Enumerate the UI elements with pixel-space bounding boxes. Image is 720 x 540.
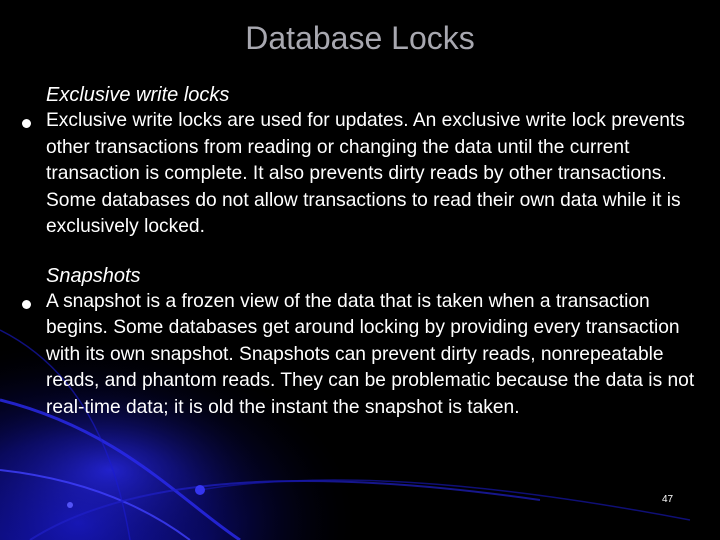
slide-content: [18, 82, 702, 421]
bullet-block-snapshots: [18, 263, 702, 422]
page-number: 47: [662, 494, 674, 505]
bullet-row: [18, 289, 702, 422]
bullet-row: [18, 108, 702, 241]
bullet-dot-icon: [22, 119, 31, 128]
bullet-heading: Exclusive write locks: [46, 84, 230, 106]
bullet-dot-icon: [22, 300, 31, 309]
bullet-block-exclusive-write-locks: [18, 82, 702, 241]
bullet-heading: Snapshots: [46, 264, 141, 287]
bullet-text: A snapshot is a frozen view of the data that is taken when a transaction begins. Some databases get around locking by providing every transaction with its own snapshot. Snapshots can prevent dirty reads, nonrepeatable reads, and phantom reads. They can be problematic because the data is not real-time data; it is old the instant the snapshot is taken.: [46, 290, 695, 418]
slide-title: Database Locks: [245, 20, 475, 56]
bullet-text: Exclusive write locks are used for updates. An exclusive write lock prevents other transactions from reading or changing the data until the current transaction is complete. It also prevents dirty reads by other transactions. Some databases do not allow transactions to read their own data while it is exclusively locked.: [46, 110, 685, 237]
